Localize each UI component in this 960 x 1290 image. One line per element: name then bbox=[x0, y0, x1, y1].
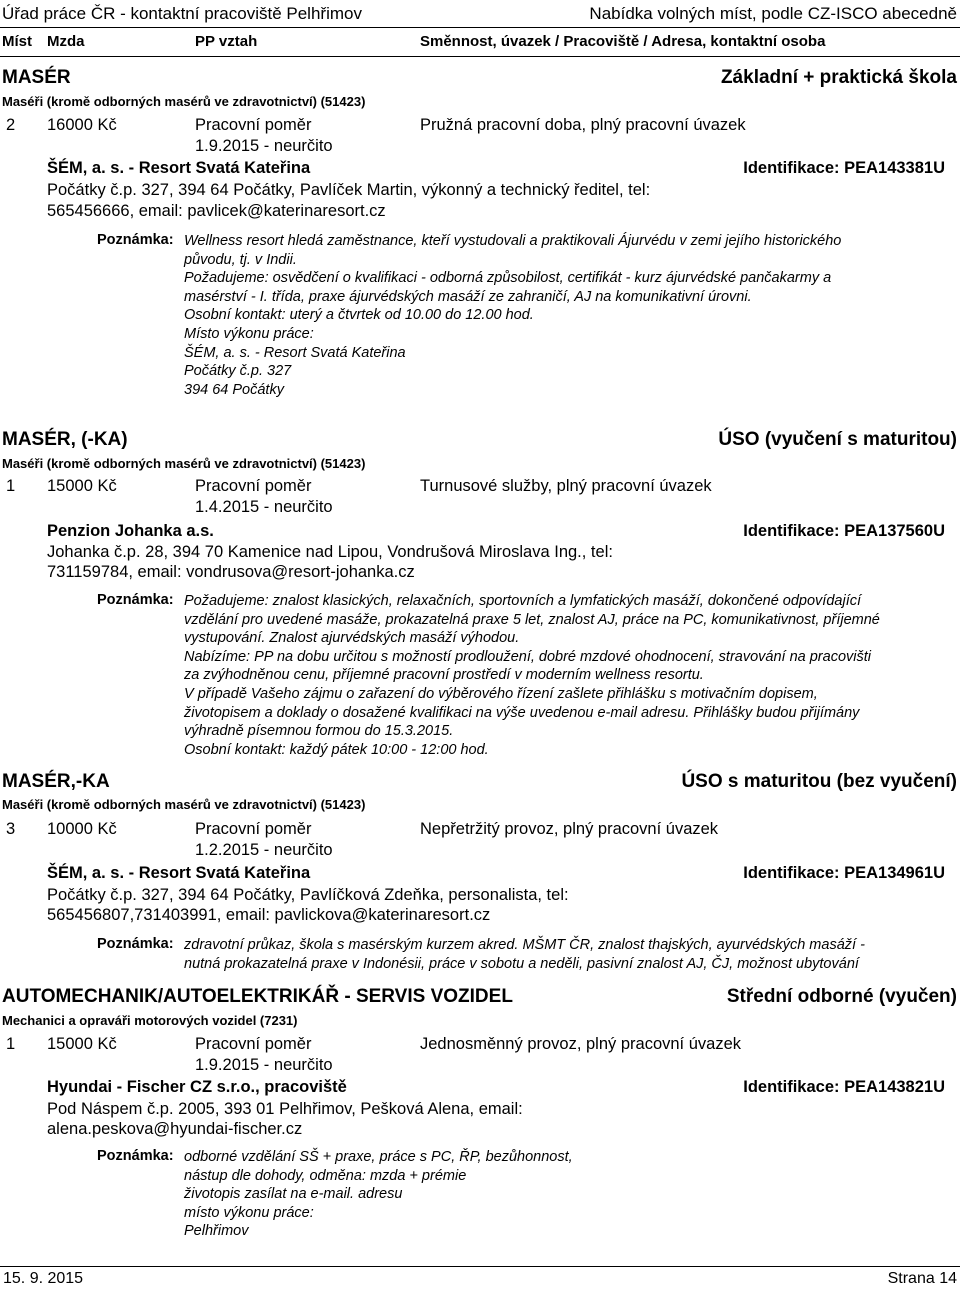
note-line: Osobní kontakt: uterý a čtvrtek od 10.00 do 12.00 hod. bbox=[184, 307, 534, 324]
column-header-rule bbox=[0, 56, 960, 57]
column-header-pp: PP vztah bbox=[195, 33, 258, 50]
education-level: ÚSO (vyučení s maturitou) bbox=[718, 429, 957, 450]
note-line: původu, tj. v Indii. bbox=[184, 251, 297, 268]
salary: 16000 Kč bbox=[47, 116, 117, 134]
note-line: V případě Vašeho zájmu o zařazení do výběrového řízení zašlete přihlášku s motivačním dopisem, bbox=[184, 685, 818, 702]
employment-relation: Pracovní poměr bbox=[195, 1035, 312, 1053]
employment-relation: Pracovní poměr bbox=[195, 820, 312, 838]
salary: 15000 Kč bbox=[47, 477, 117, 495]
employment-period: 1.9.2015 - neurčito bbox=[195, 137, 333, 155]
note-line: vystupování. Znalost ajurvédských masáží výhodou. bbox=[184, 630, 520, 647]
employment-period: 1.9.2015 - neurčito bbox=[195, 1056, 333, 1074]
salary: 15000 Kč bbox=[47, 1035, 117, 1053]
note-line: zdravotní průkaz, škola s masérským kurzem akred. MŠMT ČR, znalost thajských, ayurvédských masáží - bbox=[184, 937, 865, 953]
note-line: Pelhřimov bbox=[184, 1223, 249, 1240]
employment-period: 1.2.2015 - neurčito bbox=[195, 841, 333, 859]
note-line: místo výkonu práce: bbox=[184, 1204, 314, 1221]
cz-isco-classification: Maséři (kromě odborných masérů ve zdravotnictví) (51423) bbox=[2, 94, 366, 109]
note-line: 394 64 Počátky bbox=[184, 381, 284, 398]
education-level: Základní + praktická škola bbox=[720, 67, 957, 88]
salary: 10000 Kč bbox=[47, 820, 117, 838]
job-identifier: Identifikace: PEA143381U bbox=[743, 159, 945, 177]
employer-name: Penzion Johanka a.s. bbox=[47, 522, 214, 540]
employer-contact-line: 731159784, email: vondrusova@resort-johanka.cz bbox=[47, 563, 415, 581]
employment-period: 1.4.2015 - neurčito bbox=[195, 498, 333, 516]
employer-name: ŠÉM, a. s. - Resort Svatá Kateřina bbox=[47, 864, 311, 882]
note-line: Wellness resort hledá zaměstnance, kteří vystudovali a praktikovali Ájurvédu v zemi jejího historického bbox=[184, 233, 842, 249]
vacancy-count: 2 bbox=[6, 116, 16, 134]
note-line: Počátky č.p. 327 bbox=[184, 363, 292, 380]
column-header-mist: Míst bbox=[2, 33, 32, 50]
note-line: ŠÉM, a. s. - Resort Svatá Kateřina bbox=[184, 344, 406, 361]
employer-address-line: Počátky č.p. 327, 394 64 Počátky, Pavlíček Martin, výkonný a technický ředitel, tel: bbox=[47, 181, 651, 199]
employer-address-line: Počátky č.p. 327, 394 64 Počátky, Pavlíčková Zdeňka, personalista, tel: bbox=[47, 886, 569, 904]
footer-rule bbox=[0, 1266, 960, 1267]
job-identifier: Identifikace: PEA143821U bbox=[743, 1078, 945, 1096]
shift-type: Jednosměnný provoz, plný pracovní úvazek bbox=[420, 1035, 742, 1053]
education-level: Střední odborné (vyučen) bbox=[726, 986, 957, 1007]
employer-address-line: Pod Náspem č.p. 2005, 393 01 Pelhřimov, Pešková Alena, email: bbox=[47, 1100, 523, 1118]
note-line: nutná prokazatelná praxe v Indonésii, práce v sobotu a neděli, pasivní znalost AJ, ČJ, možnost ubytování bbox=[184, 955, 859, 972]
employer-name: ŠÉM, a. s. - Resort Svatá Kateřina bbox=[47, 159, 311, 177]
job-note bbox=[184, 936, 954, 973]
shift-type: Turnusové služby, plný pracovní úvazek bbox=[420, 477, 712, 495]
column-header-mzda: Mzda bbox=[47, 33, 85, 50]
note-line: výhradně písemnou formou do 15.3.2015. bbox=[184, 723, 454, 740]
note-label: Poznámka: bbox=[97, 592, 174, 608]
note-line: Požadujeme: osvědčení o kvalifikaci - odborná způsobilost, certifikát - kurz ájurvédské pančakarmy a bbox=[184, 270, 832, 287]
employment-relation: Pracovní poměr bbox=[195, 477, 312, 495]
note-label: Poznámka: bbox=[97, 232, 174, 248]
note-line: životopisem a doklady o dosažené kvalifikaci na výše uvedenou e-mail adresu. Přihlášky budou přijímány bbox=[184, 704, 860, 721]
job-title: MASÉR, (-KA) bbox=[2, 429, 128, 450]
job-title: MASÉR,-KA bbox=[2, 771, 110, 792]
shift-type: Nepřetržitý provoz, plný pracovní úvazek bbox=[420, 820, 719, 838]
employer-name: Hyundai - Fischer CZ s.r.o., pracoviště bbox=[47, 1078, 347, 1096]
page-number: Strana 14 bbox=[887, 1270, 957, 1287]
job-identifier: Identifikace: PEA134961U bbox=[743, 864, 945, 882]
print-date: 15. 9. 2015 bbox=[3, 1270, 84, 1287]
note-label: Poznámka: bbox=[97, 936, 174, 952]
vacancy-count: 1 bbox=[6, 1035, 16, 1053]
header-rule bbox=[0, 27, 960, 28]
vacancy-count: 1 bbox=[6, 477, 16, 495]
note-line: životopis zasílat na e-mail. adresu bbox=[184, 1186, 403, 1203]
note-line: Požadujeme: znalost klasických, relaxačních, sportovních a lymfatických masáží, dokončené odpovídající bbox=[184, 593, 861, 609]
vacancy-count: 3 bbox=[6, 820, 16, 838]
job-title: MASÉR bbox=[2, 67, 71, 88]
note-label: Poznámka: bbox=[97, 1148, 174, 1164]
report-title: Nabídka volných míst, podle CZ-ISCO abecedně bbox=[589, 4, 957, 23]
note-line: Osobní kontakt: každý pátek 10:00 - 12:00 hod. bbox=[184, 741, 489, 758]
note-line: masérství - I. třída, praxe ájurvédských masáží ze zahraničí, AJ na komunikativní úrovni. bbox=[184, 288, 752, 305]
note-line: Nabízíme: PP na dobu určitou s možností prodloužení, dobré mzdové ohodnocení, stravování na pracovišti bbox=[184, 648, 871, 665]
cz-isco-classification: Mechanici a opraváři motorových vozidel (7231) bbox=[2, 1013, 298, 1028]
job-note bbox=[184, 1148, 954, 1241]
cz-isco-classification: Maséři (kromě odborných masérů ve zdravotnictví) (51423) bbox=[2, 456, 366, 471]
cz-isco-classification: Maséři (kromě odborných masérů ve zdravotnictví) (51423) bbox=[2, 797, 366, 812]
office-name: Úřad práce ČR - kontaktní pracoviště Pelhřimov bbox=[2, 4, 362, 23]
job-note bbox=[184, 232, 954, 399]
employer-contact-line: 565456807,731403991, email: pavlickova@katerinaresort.cz bbox=[47, 906, 491, 924]
employer-contact-line: alena.peskova@hyundai-fischer.cz bbox=[47, 1120, 303, 1138]
note-line: odborné vzdělání SŠ + praxe, práce s PC, ŘP, bezůhonnost, bbox=[184, 1149, 573, 1165]
shift-type: Pružná pracovní doba, plný pracovní úvazek bbox=[420, 116, 746, 134]
column-header-smennost: Směnnost, úvazek / Pracoviště / Adresa, kontaktní osoba bbox=[420, 33, 826, 50]
employer-contact-line: 565456666, email: pavlicek@katerinaresort.cz bbox=[47, 202, 386, 220]
note-line: za zvýhodněnou cenu, příjemné pracovní prostředí v moderním wellness resortu. bbox=[184, 667, 704, 684]
note-line: nástup dle dohody, odměna: mzda + prémie bbox=[184, 1167, 467, 1184]
employer-address-line: Johanka č.p. 28, 394 70 Kamenice nad Lipou, Vondrušová Miroslava Ing., tel: bbox=[47, 543, 613, 561]
note-line: Místo výkonu práce: bbox=[184, 325, 314, 342]
note-line: vzdělání pro uvedené masáže, prokazatelná praxe 5 let, znalost AJ, práce na PC, komunikativnost, příjemné bbox=[184, 611, 880, 628]
job-note bbox=[184, 592, 954, 759]
employment-relation: Pracovní poměr bbox=[195, 116, 312, 134]
job-identifier: Identifikace: PEA137560U bbox=[743, 522, 945, 540]
job-title: AUTOMECHANIK/AUTOELEKTRIKÁŘ - SERVIS VOZIDEL bbox=[2, 986, 513, 1007]
education-level: ÚSO s maturitou (bez vyučení) bbox=[681, 771, 957, 792]
